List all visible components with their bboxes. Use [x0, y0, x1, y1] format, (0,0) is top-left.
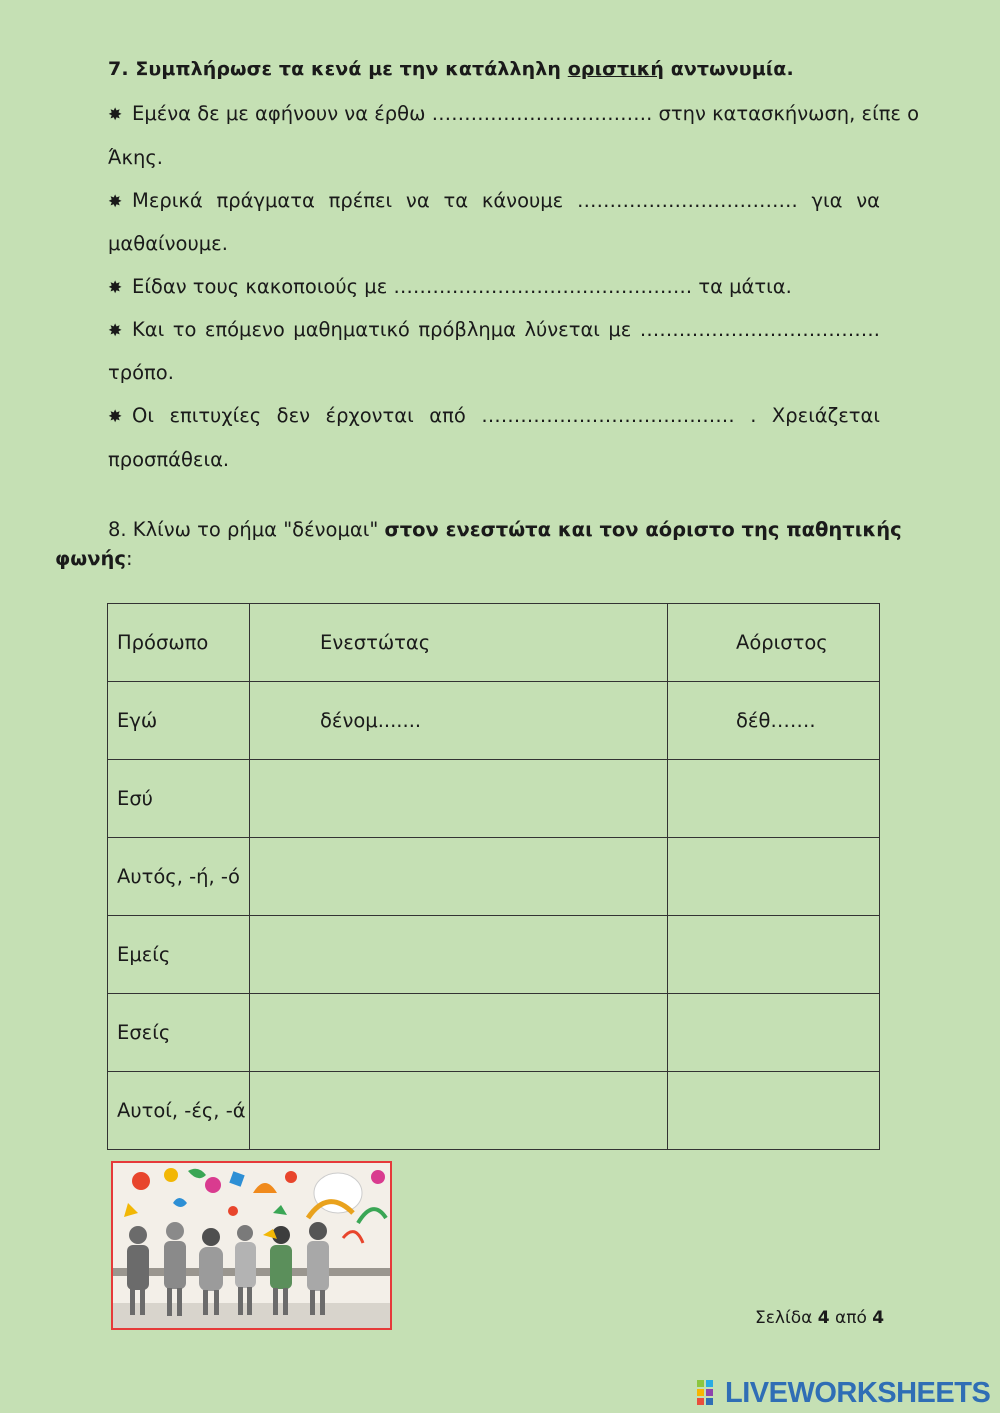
- table-row: [108, 838, 880, 916]
- present-answer-cell[interactable]: [250, 760, 668, 838]
- exercise-7-title: 7. Συμπλήρωσε τα κενά με την κατάλληλη οριστική αντωνυμία.: [108, 58, 794, 80]
- children-illustration-art: [113, 1163, 390, 1328]
- liveworksheets-logo-icon: [697, 1379, 723, 1407]
- present-answer-cell[interactable]: [250, 916, 668, 994]
- aorist-answer-cell[interactable]: [668, 760, 880, 838]
- children-illustration: [111, 1161, 392, 1330]
- header-aorist: Αόριστος: [668, 604, 880, 682]
- table-header-row: [108, 604, 880, 682]
- star-bullet-icon: ✸: [108, 105, 123, 125]
- star-bullet-icon: ✸: [108, 407, 123, 427]
- aorist-answer-cell[interactable]: [668, 1072, 880, 1150]
- exercise-7-item-5-cont: προσπάθεια.: [108, 448, 230, 471]
- star-bullet-icon: ✸: [108, 192, 123, 212]
- person-cell: Εσύ: [108, 760, 250, 838]
- header-person: Πρόσωπο: [108, 604, 250, 682]
- exercise-8-title: 8. Κλίνω το ρήμα "δένομαι" στον ενεστώτα και τον αόριστο της παθητικής: [108, 518, 902, 541]
- exercise-7-item-4: ✸ Και το επόμενο μαθηματικό πρόβλημα λύνεται με ……………………………….: [108, 317, 880, 344]
- table-row: [108, 916, 880, 994]
- person-cell: Εσείς: [108, 994, 250, 1072]
- table-row: [108, 682, 880, 760]
- aorist-answer-cell[interactable]: δέθ…….: [668, 682, 880, 760]
- star-bullet-icon: ✸: [108, 278, 123, 298]
- exercise-7-item-2-cont: μαθαίνουμε.: [108, 232, 228, 255]
- header-present: Ενεστώτας: [250, 604, 668, 682]
- present-answer-cell[interactable]: [250, 838, 668, 916]
- person-cell: Εγώ: [108, 682, 250, 760]
- star-bullet-icon: ✸: [108, 321, 123, 341]
- brand-name: LIVEWORKSHEETS: [725, 1376, 991, 1409]
- liveworksheets-logo[interactable]: [697, 1376, 990, 1410]
- table-row: [108, 760, 880, 838]
- exercise-8-title-cont: φωνής:: [55, 547, 133, 570]
- present-answer-cell[interactable]: [250, 994, 668, 1072]
- conjugation-table: [107, 603, 880, 1150]
- aorist-answer-cell[interactable]: [668, 916, 880, 994]
- exercise-7-item-3: ✸ Είδαν τους κακοποιούς με ………………………………………. τα μάτια.: [108, 274, 880, 301]
- aorist-answer-cell[interactable]: [668, 994, 880, 1072]
- exercise-7-item-1-cont: Άκης.: [108, 146, 163, 169]
- person-cell: Αυτός, -ή, -ό: [108, 838, 250, 916]
- table-row: [108, 994, 880, 1072]
- present-answer-cell[interactable]: [250, 1072, 668, 1150]
- page-number: Σελίδα 4 από 4: [755, 1308, 885, 1328]
- exercise-7-item-1: ✸ Εμένα δε με αφήνουν να έρθω ……………………………. στην κατασκήνωση, είπε ο: [108, 101, 880, 128]
- present-answer-cell[interactable]: δένομ.......: [250, 682, 668, 760]
- person-cell: Εμείς: [108, 916, 250, 994]
- exercise-7-item-4-cont: τρόπο.: [108, 361, 174, 384]
- underlined-word: οριστική: [567, 58, 664, 80]
- aorist-answer-cell[interactable]: [668, 838, 880, 916]
- exercise-7-item-5: ✸ Οι επιτυχίες δεν έρχονται από ………………………………… . Χρειάζεται: [108, 403, 880, 430]
- exercise-7-item-2: ✸ Μερικά πράγματα πρέπει να τα κάνουμε ……………………………. για να: [108, 188, 880, 215]
- person-cell: Αυτοί, -ές, -ά: [108, 1072, 250, 1150]
- table-row: [108, 1072, 880, 1150]
